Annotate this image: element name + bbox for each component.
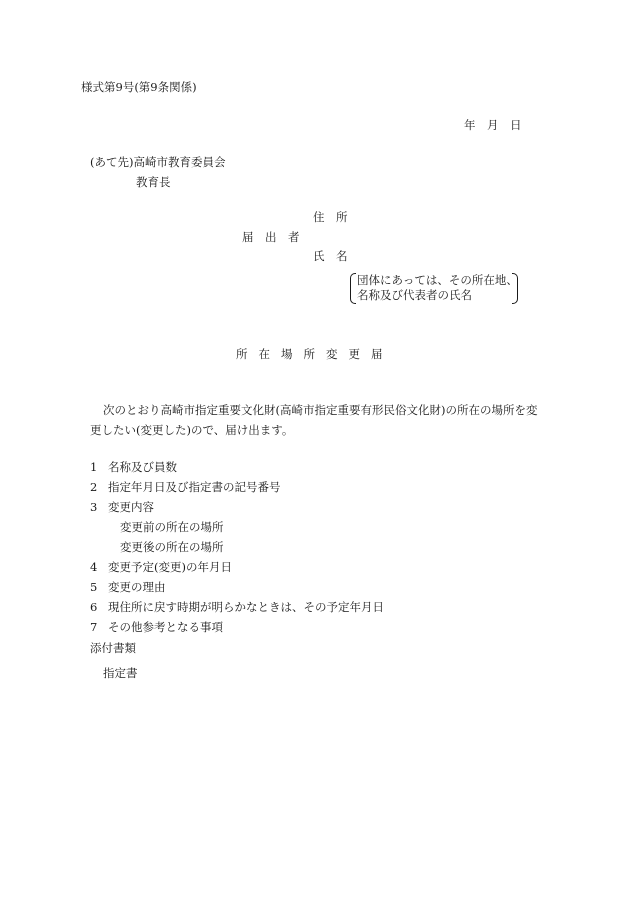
notifier-label: 届 出 者 bbox=[242, 230, 300, 244]
body-line-1: 次のとおり高崎市指定重要文化財(高崎市指定重要有形民俗文化財)の所在の場所を変 bbox=[103, 403, 538, 417]
subitem-text: 変更前の所在の場所 bbox=[120, 520, 224, 534]
note-line-1: 団体にあっては、その所在地、 bbox=[357, 273, 518, 287]
item-number: 1 bbox=[90, 460, 98, 474]
attachments-label: 添付書類 bbox=[90, 641, 136, 655]
item-number: 3 bbox=[90, 500, 98, 514]
item-text: 名称及び員数 bbox=[108, 460, 177, 474]
item-text: 変更内容 bbox=[108, 500, 154, 514]
body-line-2: 更したい(変更した)ので、届け出ます。 bbox=[90, 423, 294, 437]
item-number: 6 bbox=[90, 600, 98, 614]
document-title: 所在場所変更届 bbox=[236, 347, 394, 361]
submission-date: 年 月 日 bbox=[464, 118, 522, 132]
attachment-item: 指定書 bbox=[103, 666, 138, 680]
subitem-text: 変更後の所在の場所 bbox=[120, 540, 224, 554]
item-text: 指定年月日及び指定書の記号番号 bbox=[108, 480, 281, 494]
item-text: その他参考となる事項 bbox=[108, 620, 223, 634]
left-bracket bbox=[350, 273, 356, 304]
item-number: 5 bbox=[90, 580, 98, 594]
note-line-2: 名称及び代表者の氏名 bbox=[357, 288, 472, 302]
item-number: 4 bbox=[90, 560, 98, 574]
item-number: 7 bbox=[90, 620, 98, 634]
addressee: (あて先)高崎市教育委員会 bbox=[90, 155, 226, 169]
name-label: 氏 名 bbox=[313, 249, 348, 263]
item-text: 変更予定(変更)の年月日 bbox=[108, 560, 232, 574]
addressee-title: 教育長 bbox=[136, 175, 171, 189]
form-number: 様式第9号(第9条関係) bbox=[81, 80, 197, 94]
organization-note bbox=[350, 273, 518, 302]
address-label: 住 所 bbox=[313, 210, 348, 224]
item-text: 変更の理由 bbox=[108, 580, 166, 594]
item-text: 現住所に戻す時期が明らかなときは、その予定年月日 bbox=[108, 600, 384, 614]
item-number: 2 bbox=[90, 480, 98, 494]
